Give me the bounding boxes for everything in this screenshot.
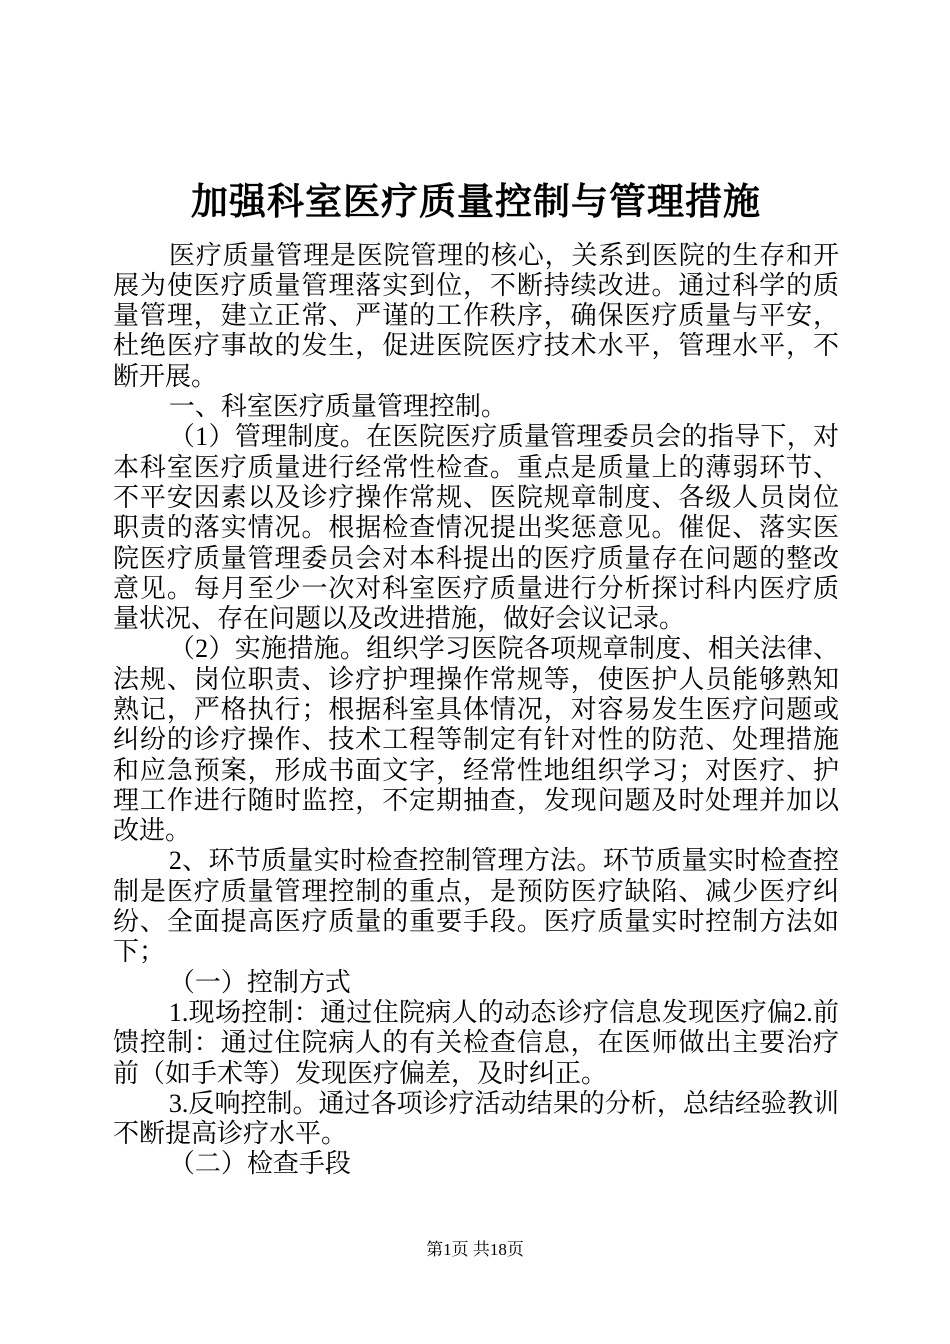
page-number-footer: 第1页 共18页 [426,1240,524,1259]
paragraph: 2、环节质量实时检查控制管理方法。环节质量实时检查控制是医疗质量管理控制的重点，是预防医疗缺陷、减少医疗纠纷、全面提高医疗质量的重要手段。医疗质量实时控制方法如下； [113,846,839,967]
document-content [113,182,839,1180]
paragraph: （2）实施措施。组织学习医院各项规章制度、相关法律、法规、岗位职责、诊疗护理操作常规等，使医护人员能够熟知熟记，严格执行；根据科室具体情况，对容易发生医疗问题或纠纷的诊疗操作、技术工程等制定有针对性的防范、处理措施和应急预案，形成书面文字，经常性地组织学习；对医疗、护理工作进行随时监控，不定期抽查，发现问题及时处理并加以改进。 [113,634,839,846]
paragraph: 1.现场控制：通过住院病人的动态诊疗信息发现医疗偏2.前馈控制：通过住院病人的有关检查信息，在医师做出主要治疗前（如手术等）发现医疗偏差，及时纠正。 [113,997,839,1088]
paragraph: 一、科室医疗质量管理控制。 [168,392,507,422]
document-body [113,241,839,1180]
document-title: 加强科室医疗质量控制与管理措施 [191,182,761,223]
paragraph: （二）检查手段 [168,1149,351,1179]
paragraph: 3.反响控制。通过各项诊疗活动结果的分析，总结经验教训不断提高诊疗水平。 [113,1088,839,1149]
paragraph: （1）管理制度。在医院医疗质量管理委员会的指导下，对本科室医疗质量进行经常性检查。重点是质量上的薄弱环节、不平安因素以及诊疗操作常规、医院规章制度、各级人员岗位职责的落实情况。根据检查情况提出奖惩意见。催促、落实医院医疗质量管理委员会对本科提出的医疗质量存在问题的整改意见。每月至少一次对科室医疗质量进行分析探讨科内医疗质量状况、存在问题以及改进措施，做好会议记录。 [113,422,839,634]
paragraph: （一）控制方式 [168,967,351,997]
paragraph: 医疗质量管理是医院管理的核心，关系到医院的生存和开展为使医疗质量管理落实到位，不断持续改进。通过科学的质量管理，建立正常、严谨的工作秩序，确保医疗质量与平安，杜绝医疗事故的发生，促进医院医疗技术水平，管理水平，不断开展。 [113,240,839,391]
